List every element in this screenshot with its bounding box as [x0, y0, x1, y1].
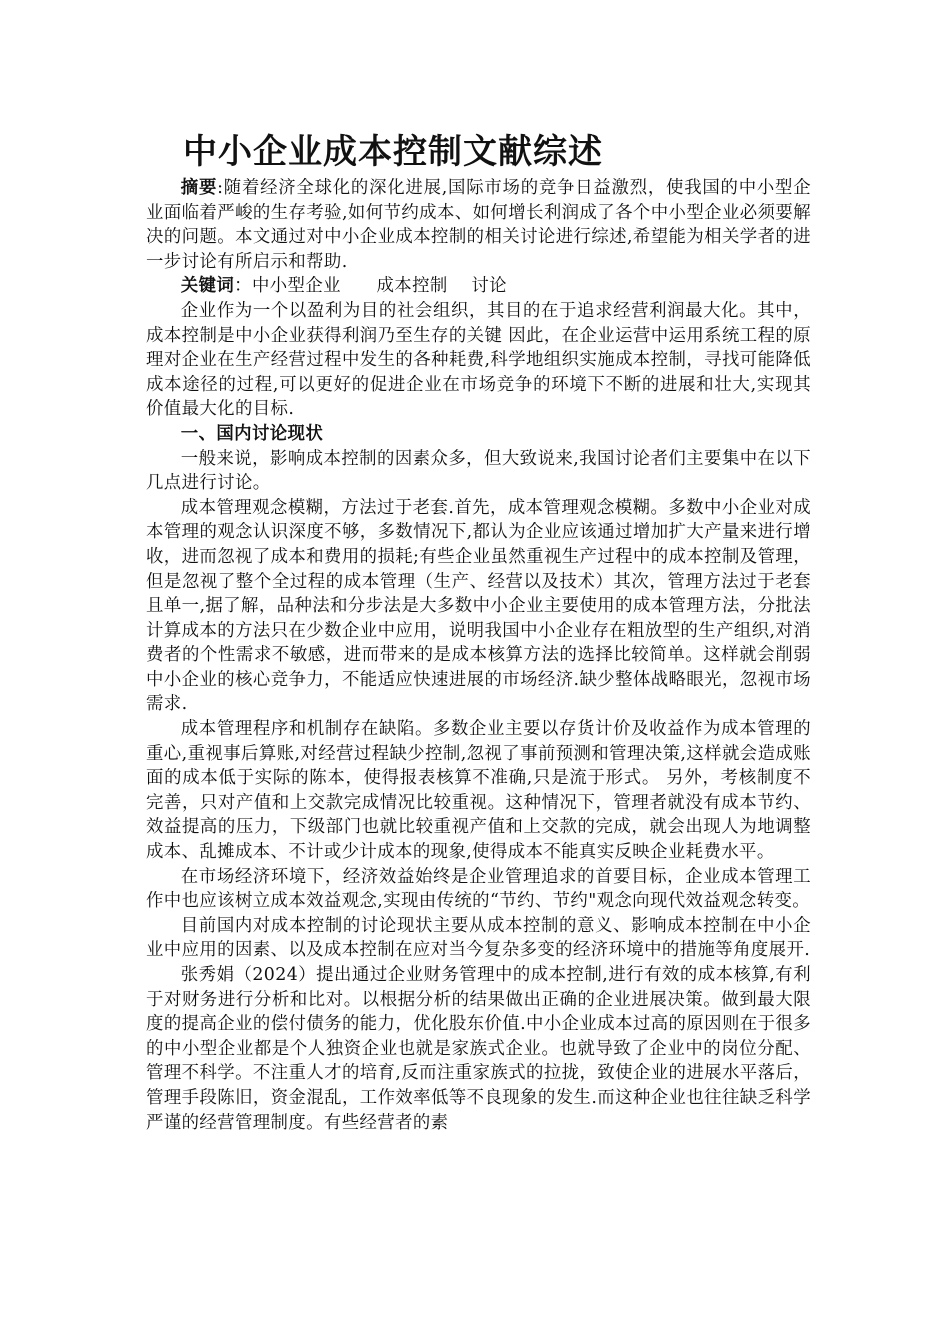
- keywords-label: 关键词: [180, 276, 235, 297]
- body-paragraph: 成本管理程序和机制存在缺陷。多数企业主要以存货计价及收益作为成本管理的重心,重视事后算账,对经营过程缺少控制,忽视了事前预测和管理决策,这样就会造成账面的成本低于实际的陈本，使得报表核算不准确,只是流于形式。 另外，考核制度不完善，只对产值和上交款完成情况比较重视。这种情况下，管理者就没有成本节约、效益提高的压力，下级部门也就比较重视产值和上交款的完成，就会出现人为地调整成本、乱摊成本、不计或少计成本的现象,使得成本不能真实反映企业耗费水平。: [146, 719, 811, 863]
- body-paragraph: 成本管理观念模糊，方法过于老套.首先，成本管理观念模糊。多数中小企业对成本管理的观念认识深度不够，多数情况下,都认为企业应该通过增加扩大产量来进行增收，进而忽视了成本和费用的损耗;有些企业虽然重视生产过程中的成本控制及管理，但是忽视了整个全过程的成本管理（生产、经营以及技术）其次，管理方法过于老套且单一,据了解，品种法和分步法是大多数中小企业主要使用的成本管理方法，分批法计算成本的方法只在少数企业中应用，说明我国中小企业存在粗放型的生产组织,对消费者的个性需求不敏感，进而带来的是成本核算方法的选择比较简单。这样就会削弱中小企业的核心竞争力，不能适应快速进展的市场经济.缺少整体战略眼光，忽视市场需求.: [146, 497, 811, 715]
- section-heading: 一、国内讨论现状: [180, 423, 324, 444]
- document-body: [146, 176, 811, 1135]
- document-title: 中小企业成本控制文献综述: [183, 132, 603, 172]
- intro-paragraph: 企业作为一个以盈利为目的社会组织，其目的在于追求经营利润最大化。其中，成本控制是中小企业获得利润乃至生存的关键 因此，在企业运营中运用系统工程的原理对企业在生产经营过程中发生的各种耗费,科学地组织实施成本控制，寻找可能降低成本途径的过程,可以更好的促进企业在市场竞争的环境下不断的进展和壮大,实现其价值最大化的目标.: [146, 300, 811, 420]
- keywords-paragraph: [146, 274, 811, 299]
- body-paragraph: 张秀娟（2024）提出通过企业财务管理中的成本控制,进行有效的成本核算,有利于对财务进行分析和比对。以根据分析的结果做出正确的企业进展决策。做到最大限度的提高企业的偿付债务的能力，优化股东价值.中小企业成本过高的原因则在于很多的中小型企业都是个人独资企业也就是家族式企业。也就导致了企业中的岗位分配、管理不科学。不注重人才的培育,反而注重家族式的拉拢，致使企业的进展水平落后，管理手段陈旧，资金混乱，工作效率低等不良现象的发生.而这种企业也往往缺乏科学严谨的经营管理制度。有些经营者的素: [146, 965, 811, 1133]
- body-paragraph: 在市场经济环境下，经济效益始终是企业管理追求的首要目标，企业成本管理工作中也应该树立成本效益观念,实现由传统的“节约、节约"观念向现代效益观念转变。: [146, 866, 811, 912]
- keywords-text: ：中小型企业 成本控制 讨论: [234, 276, 507, 297]
- abstract-paragraph: [146, 176, 811, 274]
- abstract-label: 摘要: [180, 178, 218, 198]
- abstract-text: :随着经济全球化的深化进展,国际市场的竞争日益激烈，使我国的中小型企业面临着严峻的生存考验,如何节约成本、如何增长利润成了各个中小型企业必须要解决的问题。本文通过对中小企业成本控制的相关讨论进行综述,希望能为相关学者的进一步讨论有所启示和帮助.: [146, 178, 811, 272]
- body-paragraph: 目前国内对成本控制的讨论现状主要从成本控制的意义、影响成本控制在中小企业中应用的因素、以及成本控制在应对当今复杂多变的经济环境中的措施等角度展开.: [146, 915, 811, 961]
- body-paragraph: 一般来说，影响成本控制的因素众多，但大致说来,我国讨论者们主要集中在以下几点进行讨论。: [146, 448, 811, 494]
